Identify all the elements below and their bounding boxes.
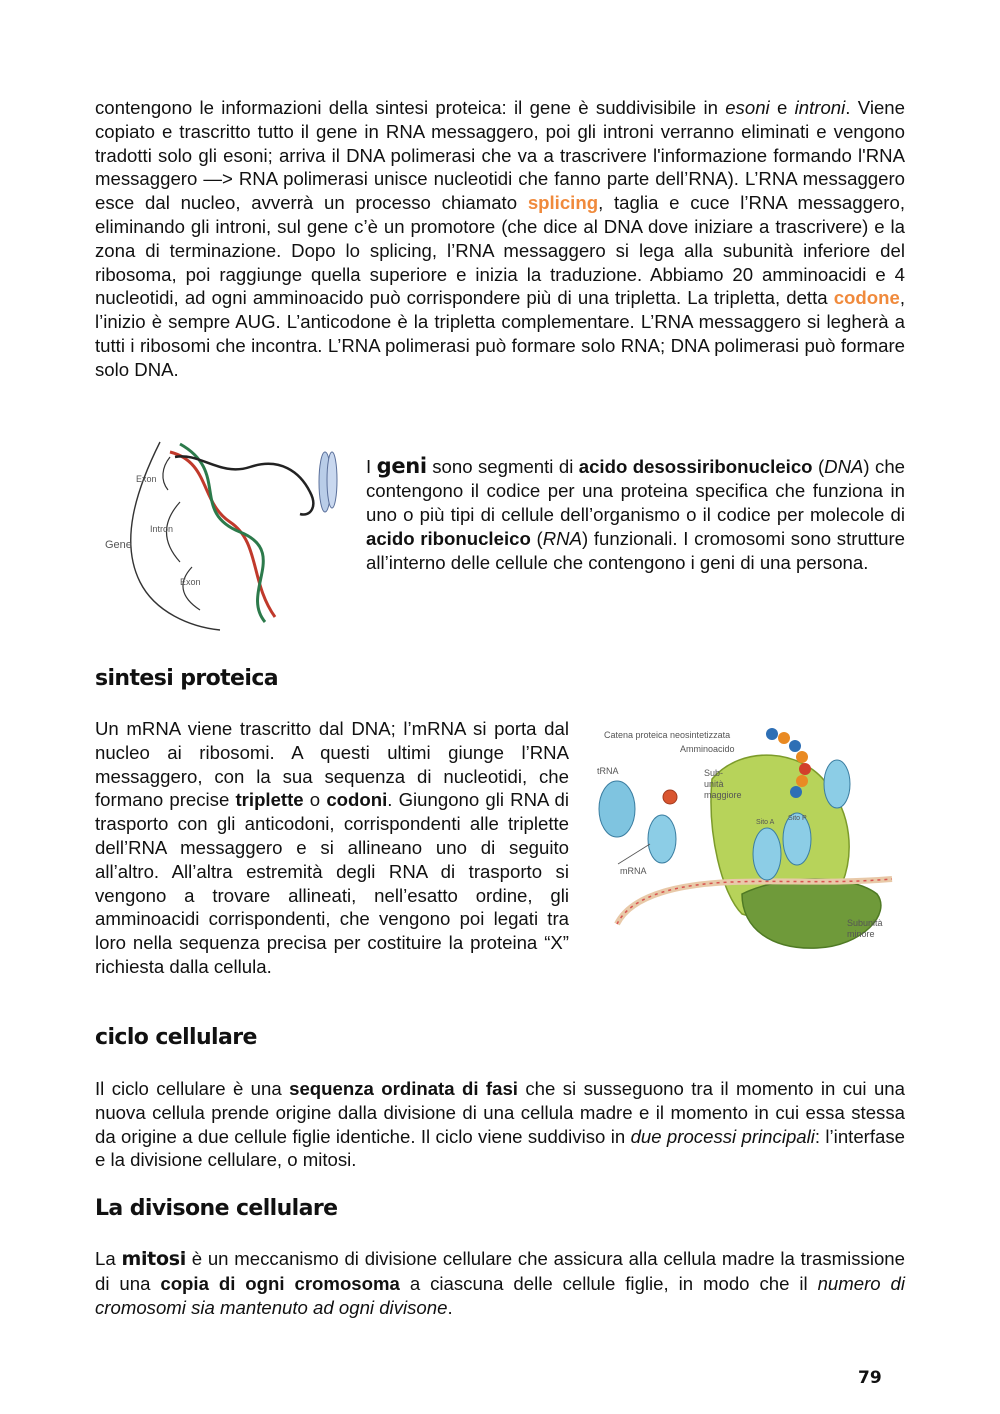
gene-label: Gene xyxy=(105,539,132,551)
trna-label: tRNA xyxy=(597,766,619,776)
handwritten-term: geni xyxy=(376,454,427,478)
text-run: Un mRNA viene trascritto dal DNA; l’mRNA si porta dal nucleo ai ribosomi. A questi ultimi giunge l’RNA messaggero, con la sua sequenza di nucleotidi, che formano precise xyxy=(95,718,569,811)
text-run: Il ciclo cellulare è una xyxy=(95,1078,290,1099)
mrna-label: mRNA xyxy=(620,866,647,876)
italic-term: numero di cromosomi sia mantenuto ad ogni divisone xyxy=(95,1272,906,1318)
trna-exit xyxy=(824,760,850,808)
text-run: sono segmenti di xyxy=(426,456,579,477)
section-heading: La divisone cellulare xyxy=(95,1196,338,1221)
exon-label-bottom: Exon xyxy=(180,577,201,587)
ribosome-figure xyxy=(592,724,904,950)
small-subunit-label: Subunità xyxy=(847,918,883,928)
text-run: che si susseguono tra il momento in cui una nuova cellula prende origine dalla divisione di una cellula madre e il momento in cui essa stessa da origine a due cellule figlie identiche. Il ciclo viene suddiviso in xyxy=(95,1078,905,1147)
trna-incoming xyxy=(648,815,676,863)
text-run: . Giungono gli RNA di trasporto con gli anticodoni, corrispondenti alle triplette dell’RNA messaggero e si allineano uno di seguito all’altro. All’altra estremità degli RNA di trasporto si vengono a trovare allineati, nell’esatto ordine, gli amminoacidi corrispondenti, che vengono poi legati tra loro nella sequenza precisa per costituire la proteina “X” richiesta dalla cellula. xyxy=(95,789,569,977)
bold-term: codoni xyxy=(326,789,388,811)
exon-brace-top xyxy=(163,457,170,490)
text-run: ) funzionali. I cromosomi sono strutture all’interno delle cellule che contengono i geni di una persona. xyxy=(366,527,906,573)
highlight-term: codone xyxy=(833,287,900,309)
large-subunit-label: Sub- xyxy=(704,768,724,778)
text-run: , taglia e cuce l’RNA messaggero, eliminando gli introni, sul gene c’è un promotore (che dice al DNA dove iniziare a trascrivere) e la zona di terminazione. Dopo lo splicing, l’RNA messaggero si lega alla subunità inferiore del ribosoma, poi raggiunge quella superiore e inizia la traduzione. Abbiamo 20 amminoacidi e 4 nucleotidi, ad ogni amminoacido può corrispondere più di una tripletta. La tripletta, detta xyxy=(95,192,905,309)
sintesi-paragraph xyxy=(95,717,569,979)
large-subunit-label: unità xyxy=(704,779,724,789)
amino-acid-label: Amminoacido xyxy=(680,744,735,754)
text-run: e xyxy=(769,97,795,118)
text-run: o xyxy=(303,789,327,811)
chromosome-icon xyxy=(327,452,337,508)
italic-term: esoni xyxy=(725,97,770,118)
divisione-paragraph xyxy=(95,1247,905,1319)
italic-term: RNA xyxy=(542,527,582,549)
trna-left xyxy=(599,781,635,837)
text-run: . Viene copiato e trascritto tutto il gene in RNA messaggero, poi gli introni verranno eliminati e vengono tradotti solo gli esoni; arriva il DNA polimerasi che va a trascrivere l'informazione formando l'RNA messaggero —> RNA polimerasi unisce nucleotidi che fanno parte dell’RNA). L’RNA messaggero esce dal nucleo, avverrà un processo chiamato xyxy=(95,97,905,214)
highlight-term: splicing xyxy=(527,192,599,214)
large-subunit-label: maggiore xyxy=(704,790,742,800)
text-run: La xyxy=(95,1248,122,1269)
italic-term: due processi principali xyxy=(630,1125,815,1147)
geni-paragraph xyxy=(366,455,905,575)
bold-term: acido ribonucleico xyxy=(366,527,531,549)
mrna-pointer xyxy=(618,844,650,864)
italic-term: DNA xyxy=(824,456,864,477)
text-run: è un meccanismo di divisione cellulare che assicura alla cellula madre la trasmissione di una xyxy=(95,1248,905,1294)
amino-acid-icon xyxy=(663,790,677,804)
text-run: : l’interfase e la divisione cellulare, o mitosi. xyxy=(95,1125,905,1171)
intro-paragraph xyxy=(95,96,905,382)
gene-dna-figure xyxy=(100,432,350,632)
exon-brace-bottom xyxy=(183,567,200,610)
text-run: ( xyxy=(530,527,543,549)
text-run: , l’inizio è sempre AUG. L’anticodone è la tripletta complementare. L’RNA messaggero si legherà a tutti i ribosomi che incontra. L’RNA polimerasi può formare solo RNA; DNA polimerasi può formare solo DNA. xyxy=(95,287,905,380)
page-number: 79 xyxy=(858,1368,882,1388)
site-p-label: Sito P xyxy=(788,815,807,822)
exon-label-top: Exon xyxy=(136,474,157,484)
intron-label: Intron xyxy=(150,524,174,534)
chain-label: Catena proteica neosintetizzata xyxy=(604,730,731,740)
text-run: ) che contengono il codice per una proteina specifica che funziona in uno o più tipi di cellule dell’organismo o il codice per molecole di xyxy=(366,456,906,525)
bold-term: acido desossiribonucleico xyxy=(578,456,813,477)
site-a-label: Sito A xyxy=(756,819,775,826)
italic-term: introni xyxy=(794,97,846,118)
section-heading: ciclo cellulare xyxy=(95,1025,257,1050)
small-subunit-label: minore xyxy=(847,929,875,939)
text-run: I xyxy=(366,456,377,477)
chromatin-strand xyxy=(175,456,313,514)
text-run: a ciascuna delle cellule figlie, in modo che il xyxy=(399,1272,818,1294)
text-run: ( xyxy=(812,456,825,477)
text-run: contengono le informazioni della sintesi proteica: il gene è suddivisibile in xyxy=(95,97,726,118)
ciclo-paragraph xyxy=(95,1077,905,1172)
bold-term: triplette xyxy=(235,789,304,811)
text-run: . xyxy=(447,1296,453,1318)
bold-term: sequenza ordinata di fasi xyxy=(289,1078,518,1099)
section-heading: sintesi proteica xyxy=(95,666,279,691)
bold-term: copia di ogni cromosoma xyxy=(160,1272,400,1294)
gene-brace xyxy=(131,442,220,630)
handwritten-term: mitosi xyxy=(121,1248,186,1270)
trna-site-a xyxy=(753,828,781,880)
dna-strand-green xyxy=(180,444,265,622)
